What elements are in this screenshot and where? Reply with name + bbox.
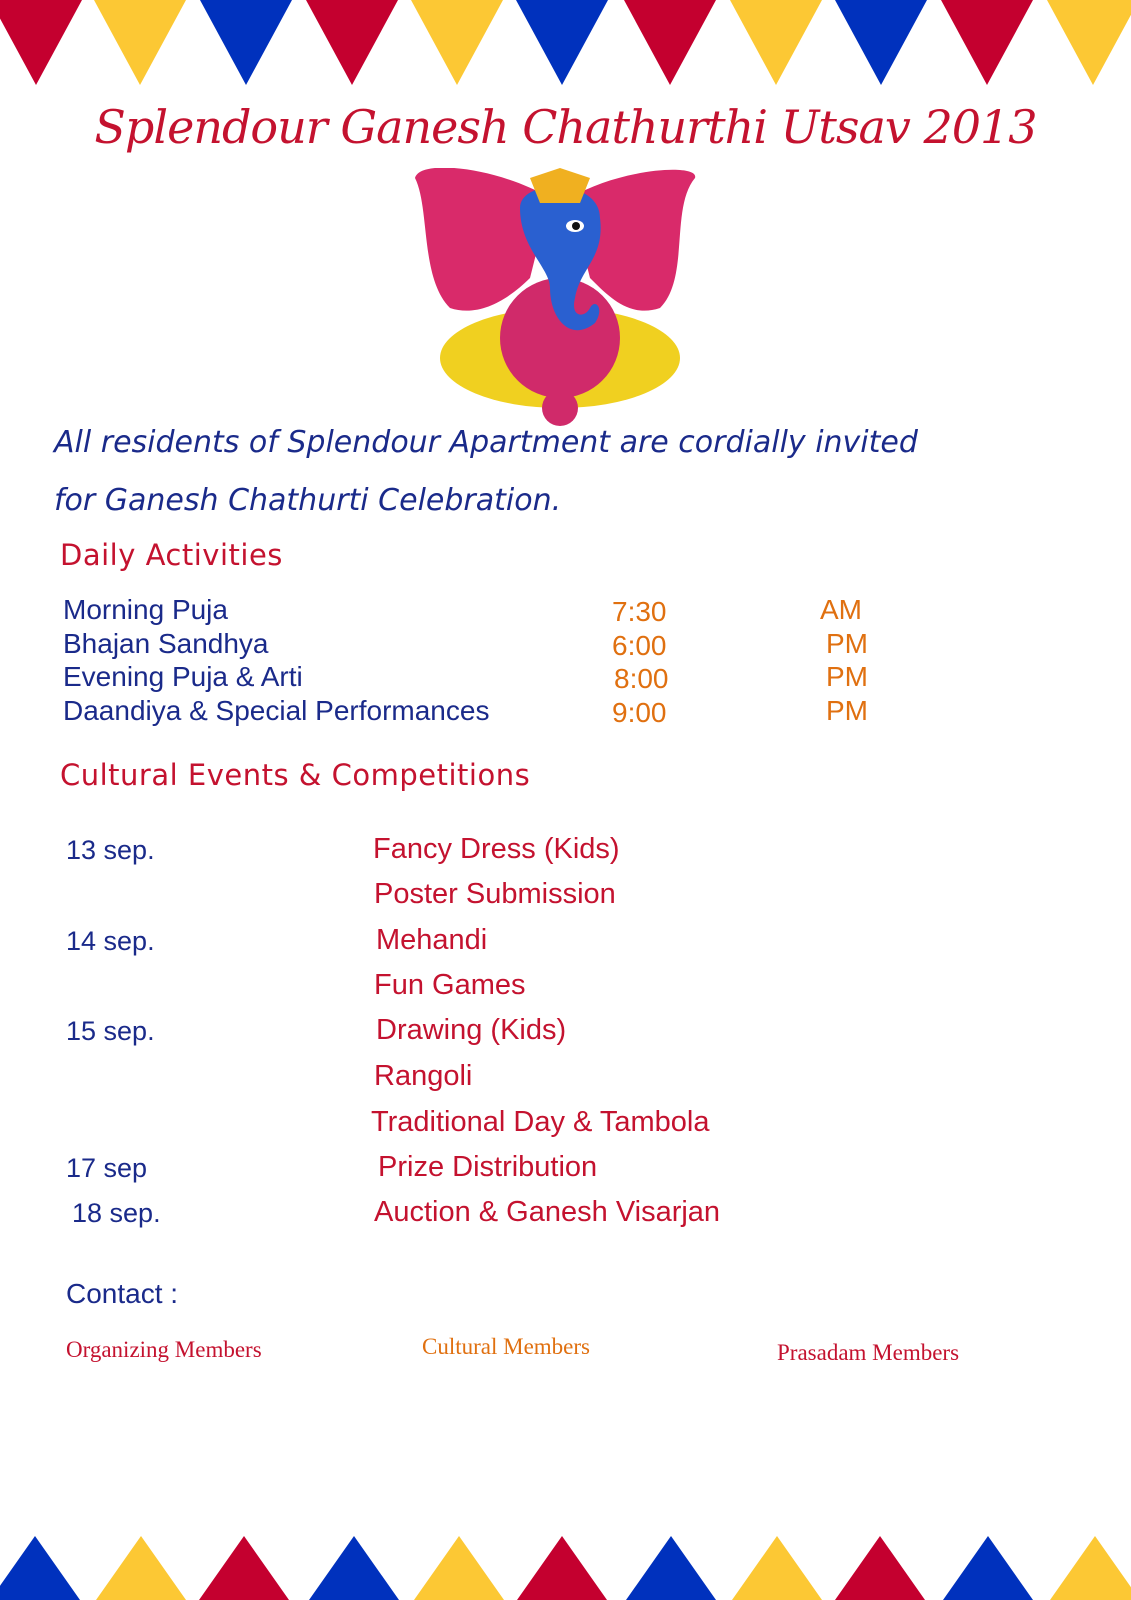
event-name: Traditional Day & Tambola <box>371 1106 710 1138</box>
bunting-bottom <box>0 1530 1131 1600</box>
pennant <box>943 1536 1033 1600</box>
pennant <box>835 0 927 85</box>
pennant <box>516 0 608 85</box>
event-name: Rangoli <box>374 1060 473 1092</box>
pennant <box>306 0 398 85</box>
pennant <box>200 0 292 85</box>
event-name: Drawing (Kids) <box>376 1014 567 1046</box>
pennant <box>624 0 716 85</box>
cultural-events-heading: Cultural Events & Competitions <box>60 758 531 792</box>
pennant <box>411 0 503 85</box>
ganesha-illustration <box>410 168 710 430</box>
pennant <box>94 0 186 85</box>
activity-name: Evening Puja & Arti <box>63 661 303 692</box>
event-name: Poster Submission <box>374 878 616 910</box>
event-name: Mehandi <box>376 924 488 956</box>
event-name: Fancy Dress (Kids) <box>373 833 620 865</box>
activity-ampm: PM <box>826 661 868 692</box>
pennant <box>96 1536 186 1600</box>
organizing-members: Organizing Members <box>66 1337 262 1362</box>
activity-ampm: PM <box>826 628 868 659</box>
bunting-top <box>0 0 1131 90</box>
event-date: 15 sep. <box>66 1016 155 1046</box>
daily-activities-heading: Daily Activities <box>60 538 283 572</box>
event-name: Prize Distribution <box>378 1151 598 1183</box>
activity-time: 9:00 <box>612 697 667 728</box>
pennant <box>732 1536 822 1600</box>
activity-name: Bhajan Sandhya <box>63 628 269 659</box>
event-name: Fun Games <box>374 969 526 1001</box>
invitation-line-2: for Ganesh Chathurti Celebration. <box>54 483 562 518</box>
event-date: 13 sep. <box>66 835 155 865</box>
activity-ampm: PM <box>826 695 868 726</box>
pennant <box>1050 1536 1131 1600</box>
event-date: 14 sep. <box>66 926 155 956</box>
contact-label: Contact : <box>66 1278 179 1309</box>
pennant <box>517 1536 607 1600</box>
activity-time: 8:00 <box>614 663 669 694</box>
event-name: Auction & Ganesh Visarjan <box>374 1196 721 1228</box>
pennant <box>199 1536 289 1600</box>
invitation-line-1: All residents of Splendour Apartment are cordially invited <box>54 425 918 460</box>
poster-title: Splendour Ganesh Chathurthi Utsav 2013 <box>94 100 1037 154</box>
pennant <box>941 0 1033 85</box>
pennant <box>835 1536 925 1600</box>
pennant <box>414 1536 504 1600</box>
pennant <box>309 1536 399 1600</box>
pennant <box>1047 0 1131 85</box>
activity-time: 6:00 <box>612 630 667 661</box>
pennant <box>0 1536 80 1600</box>
activity-time: 7:30 <box>612 596 667 627</box>
event-date: 18 sep. <box>72 1198 161 1228</box>
activity-name: Morning Puja <box>63 594 228 625</box>
pennant <box>730 0 822 85</box>
pennant <box>0 0 82 85</box>
event-date: 17 sep <box>66 1153 148 1183</box>
cultural-members: Cultural Members <box>422 1334 590 1359</box>
pennant <box>626 1536 716 1600</box>
activity-name: Daandiya & Special Performances <box>63 695 490 726</box>
prasadam-members: Prasadam Members <box>777 1340 960 1365</box>
activity-ampm: AM <box>820 594 862 625</box>
